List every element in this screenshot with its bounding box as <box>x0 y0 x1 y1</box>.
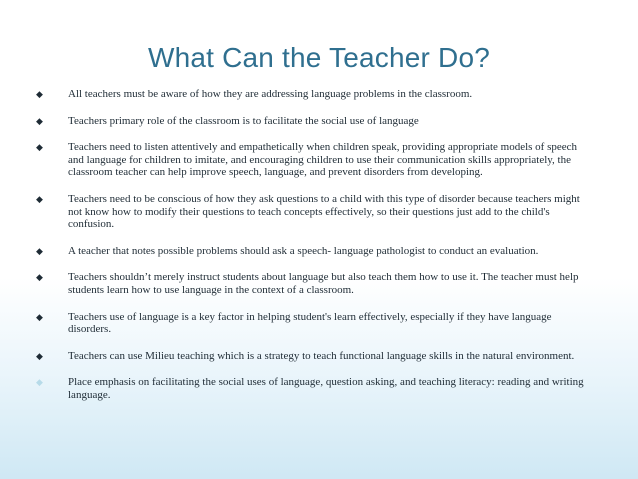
slide-title: What Can the Teacher Do? <box>147 42 491 73</box>
bullet-item <box>34 350 594 363</box>
bullet-text: Teachers primary role of the classroom is to facilitate the social use of language <box>68 114 419 127</box>
bullet-text: Teachers can use Milieu teaching which is a strategy to teach functional language skills in the natural environment. <box>68 349 575 362</box>
diamond-bullet-icon: ◆ <box>36 193 43 204</box>
diamond-bullet-icon: ◆ <box>36 377 43 388</box>
bullet-text: Teachers use of language is a key factor in helping student's learn effectively, especially if they have language disorders. <box>68 310 552 336</box>
diamond-bullet-icon: ◆ <box>36 311 43 322</box>
bullet-item <box>34 141 594 179</box>
bullet-item <box>34 311 594 336</box>
diamond-bullet-icon: ◆ <box>36 272 43 283</box>
diamond-bullet-icon: ◆ <box>36 115 43 126</box>
bullet-text: Teachers need to listen attentively and empathetically when children speak, providing appropriate models of speech and language for children to imitate, and encouraging children to use their communication skills appropriately, the classroom teacher can help improve speech, language, and prevent disorders from developing. <box>68 141 578 179</box>
bullet-item <box>34 193 594 231</box>
diamond-bullet-icon: ◆ <box>36 245 43 256</box>
bullet-text: Place emphasis on facilitating the social uses of language, question asking, and teaching literacy: reading and writing language. <box>68 376 584 401</box>
bullet-text: Teachers shouldn’t merely instruct students about language but also teach them how to use it. The teacher must help students learn how to use language in the context of a classroom. <box>68 271 579 296</box>
diamond-bullet-icon: ◆ <box>36 142 43 153</box>
bullet-item <box>34 271 594 296</box>
bullet-item <box>34 245 594 258</box>
bullet-item <box>34 88 594 101</box>
bullet-list <box>34 88 594 416</box>
bullet-text: Teachers need to be conscious of how they ask questions to a child with this type of disorder because teachers might not know how to modify their questions to teach concepts effectively, so their questions just add to the child's confusion. <box>68 192 580 231</box>
diamond-bullet-icon: ◆ <box>36 89 43 99</box>
bullet-item <box>34 115 594 128</box>
bullet-text: A teacher that notes possible problems should ask a speech- language pathologist to conduct an evaluation. <box>68 244 539 257</box>
bullet-text: All teachers must be aware of how they are addressing language problems in the classroom. <box>68 88 473 100</box>
bullet-item <box>34 376 594 401</box>
diamond-bullet-icon: ◆ <box>36 350 43 361</box>
